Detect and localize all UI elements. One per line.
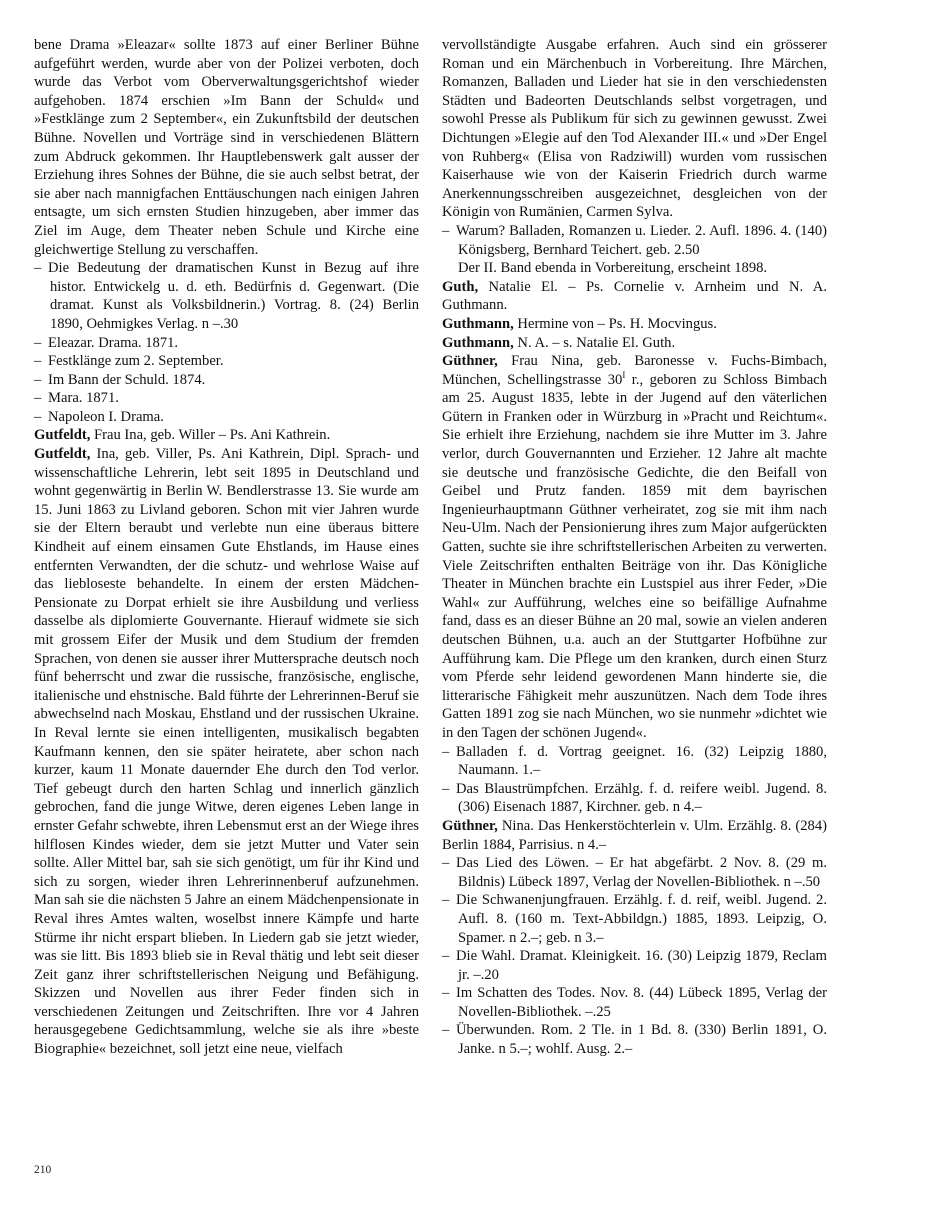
work-item: – Die Wahl. Dramat. Kleinigkeit. 16. (30) Leipzig 1879, Reclam jr. –.20 bbox=[442, 948, 827, 983]
continuation-paragraph: bene Drama »Eleazar« sollte 1873 auf einer Berliner Bühne aufgeführt werden, wurde aber von der Polizei verboten, doch wurde das Verbot vom Oberverwaltungsgerichtshof wieder aufgehoben. 1874 erschien »Im Bann der Schuld« und »Festklänge zum 2 September«, ein Zukunftsbild der deutschen Bühne. Novellen und Vorträge sind in verschiedenen Blättern zum Abdruck gekommen. Ihr Hauptlebenswerk galt ausser der Erziehung ihres Sohnes der Bühne, die sie auch selbst betrat, der sie aber nach mannigfachen Enttäuschungen nach einigen Jahren entsagte, um sich ernsten Studien hinzugeben, aber immer das Ziel im Auge, dem Theater neben Schule und Kirche eine gleichwertige Stellung zu verschaffen. bbox=[34, 37, 419, 258]
work-item: – Napoleon I. Drama. bbox=[34, 408, 164, 425]
entry-guethner-nina: Güthner, Nina. Das Henkerstöchterlein v. Ulm. Erzählg. 8. (284) Berlin 1884, Parrisius. n 4.– bbox=[442, 817, 827, 853]
entry-name: Guthmann, bbox=[442, 334, 514, 351]
right-column bbox=[442, 36, 827, 1059]
work-item: – Balladen f. d. Vortrag geeignet. 16. (32) Leipzig 1880, Naumann. 1.– bbox=[442, 743, 827, 779]
entry-name: Guth, bbox=[442, 278, 479, 295]
entry-guthmann-na: Guthmann, N. A. – s. Natalie El. Guth. bbox=[442, 334, 676, 351]
page bbox=[34, 36, 910, 1166]
work-item: – Die Schwanenjungfrauen. Erzählg. f. d. reif, weibl. Jugend. 2. Aufl. 8. (160 m. Text-Abbildgn.) 1885, 1893. Leipzig, O. Spamer. n 2.–; geb. n 3.– bbox=[442, 892, 827, 946]
entry-guth: Guth, Natalie El. – Ps. Cornelie v. Arnheim und N. A. Guthmann. bbox=[442, 278, 827, 314]
work-item: – Das Blaustrümpfchen. Erzählg. f. d. reifere weibl. Jugend. 8. (306) Eisenach 1887, Kirchner. geb. n 4.– bbox=[442, 780, 827, 816]
entry-gutfeldt-frau-ina: Gutfeldt, Frau Ina, geb. Willer – Ps. Ani Kathrein. bbox=[34, 427, 331, 444]
work-item: – Im Bann der Schuld. 1874. bbox=[34, 371, 206, 388]
entry-name: Güthner, bbox=[442, 353, 498, 370]
work-item: – Festklänge zum 2. September. bbox=[34, 353, 224, 370]
work-item: – Überwunden. Rom. 2 Tle. in 1 Bd. 8. (330) Berlin 1891, O. Janke. n 5.–; wohlf. Ausg. 2.– bbox=[442, 1022, 827, 1058]
entry-gutfeldt-ina: Gutfeldt, Ina, geb. Viller, Ps. Ani Kathrein, Dipl. Sprach- und wissenschaftliche Lehrerin, lebt seit 1895 in Deutschland und wohnt gegenwärtig in Berlin W. Bendlerstrasse 13. Sie wurde am 15. Juni 1863 zu Livland geboren. Schon mit vier Jahren wurde sie der Eltern beraubt und verlebte nun eine überaus bittere Kindheit auf einem einsamen Gute Ehstlands, im Hause eines entfernten Verwandten, der die schutz- und wehrlose Waise auf das liebloseste behandelte. In einem der ersten Mädchen-Pensionate zu Dorpat erhielt sie ihre Ausbildung und verliess dasselbe als diplomierte Gouvernante. Hierauf widmete sie sich mit grossem Eifer der Musik und dem Studium der fremden Sprachen, von denen sie ausser ihrer Muttersprache deutsch noch fünf beherrscht und zwar die russische, französische, englische, italienische und ehstnische. Bald führte der Lehrerinnen-Beruf sie abwechselnd nach Moskau, Ehstland und der russischen Ukraine. In Reval lernte sie einen intelligenten, musikalisch begabten Kaufmann kennen, den sie später heiratete, aber schon nach kurzer, kaum 11 Monate dauernder Ehe durch den Tod verlor. Tief gebeugt durch den harten Schlag und innerlich gänzlich gebrochen, fand die junge Witwe, deren eigenes Leben lange in ernster Gefahr schwebte, ihren Lebensmut erst an der Wiege ihres hilflosen Kindes wieder, dem sie jetzt Mutter und Vater sein sollte. Aller Mittel bar, sah sie sich genötigt, um für ihr Kind und sich zu sorgen, wieder ihren Lehrerinnenberuf aufzunehmen. Man sah sie die nächsten 5 Jahre an einem Mädchenpensionate in Reval ihres Amtes walten, woselbst innere Kämpfe und harte Stürme ihr nicht erspart blieben. In Liedern gab sie jetzt wieder, was sie litt. Bis 1893 blieb sie in Reval thätig und lebt seit dieser Zeit ganz ihrer schriftstellerischen Neigung und Befähigung. Skizzen und Novellen aus ihrer Feder finden sich in verschiedenen Zeitungen und Zeitschriften. Ihre vor 4 Jahren herausgegebene Gedichtsammlung, welche sie als ihre »beste Biographie« bezeichnet, soll jetzt eine neue, vielfach bbox=[34, 446, 419, 1058]
left-column bbox=[34, 36, 419, 1059]
work-item: – Das Lied des Löwen. – Er hat abgefärbt. 2 Nov. 8. (29 m. Bildnis) Lübeck 1897, Verlag der Novellen-Bibliothek. n –.50 bbox=[442, 855, 827, 890]
entry-name: Guthmann, bbox=[442, 315, 514, 332]
superscript: I bbox=[622, 369, 626, 380]
work-item: – Warum? Balladen, Romanzen u. Lieder. 2. Aufl. 1896. 4. (140) Königsberg, Bernhard Teichert. geb. 2.50 bbox=[442, 222, 827, 258]
entry-guethner-frau-nina: Güthner, Frau Nina, geb. Baronesse v. Fuchs-Bimbach, München, Schellingstrasse $30^I$ r., geboren zu Schloss Bimbach am 25. August 1835, lebte in der Jugend auf den väterlichen Gütern in Franken oder in Würzburg in »Pracht und Reichtum«. Sie erhielt ihre Erziehung, nachdem sie ihre Mutter im 3. Jahre verlor, durch Gouvernannten und Erzieher. 12 Jahre alt machte sie deutsche und französische Gedichte, die den Beifall von Geibel und Prutz fanden. 1859 mit dem bayrischen Ingenieurhauptmann Güthner verheiratet, zog sie mit ihm nach Neu-Ulm. Nach der Pensionierung ihres zum Major aufgerückten Gatten, suchte sie ihre schriftstellerischen Arbeiten zu verwerten. Viele Zeitschriften enthalten Beiträge von ihr. Das Königliche Theater in München brachte ein Lustspiel aus ihrer Feder, »Die Wahl« zur Aufführung, welches eine so beifällige Aufnahme fand, dass es an dieser Bühne an 20 mal, sowie an vielen anderen deutschen Bühnen, u.a. auch an der Stuttgarter Hofbühne zur Aufführung kam. Die Pflege um den kranken, durch einen Sturz vom Pferde sehr leidend gewordenen Mann hinderte sie, die litterarische Fähigkeit mehr auszunützen. Nach dem Tode ihres Gatten 1891 zog sie nach München, wo sie nunmehr »dichtet wie in den Tagen der schönen Jugend«. bbox=[442, 353, 827, 741]
work-item: – Die Bedeutung der dramatischen Kunst in Bezug auf ihre histor. Entwickelg u. d. eth. Bedürfnis d. Gegenwart. (Die dramat. Kunst als Volksbildnerin.) Vortrag. 8. (24) Berlin 1890, Oehmigkes Verlag. n –.30 bbox=[34, 260, 419, 332]
continuation-paragraph: vervollständigte Ausgabe erfahren. Auch sind ein grösserer Roman und ein Märchenbuch in Vorbereitung. Ihre Märchen, Romanzen, Balladen und Lieder hat sie in den verschiedensten Städten und Badeorten Deutschlands selbst vorgetragen, und sowohl Presse als Publikum für sich zu gewinnen gewusst. Zwei Dichtungen »Elegie auf den Tod Alexander III.« und »Der Engel von Ruhberg« (Elisa von Radziwill) wurden vom russischen Kaiserhause wie von der Kaiserin Friedrich durch warme Anerkennungsschreiben ausgezeichnet, desgleichen von der Königin von Rumänien, Carmen Sylva. bbox=[442, 37, 827, 221]
page-number: 210 bbox=[34, 1164, 52, 1176]
work-item: – Mara. 1871. bbox=[34, 390, 119, 407]
entry-guthmann-hermine: Guthmann, Hermine von – Ps. H. Mocvingus. bbox=[442, 315, 717, 332]
entry-name: Güthner, bbox=[442, 817, 498, 834]
work-item: – Im Schatten des Todes. Nov. 8. (44) Lübeck 1895, Verlag der Novellen-Bibliothek. –.25 bbox=[442, 985, 827, 1020]
work-item: – Eleazar. Drama. 1871. bbox=[34, 334, 179, 351]
entry-name: Gutfeldt, bbox=[34, 446, 91, 463]
work-note: Der II. Band ebenda in Vorbereitung, erscheint 1898. bbox=[458, 260, 768, 277]
entry-name: Gutfeldt, bbox=[34, 427, 91, 444]
